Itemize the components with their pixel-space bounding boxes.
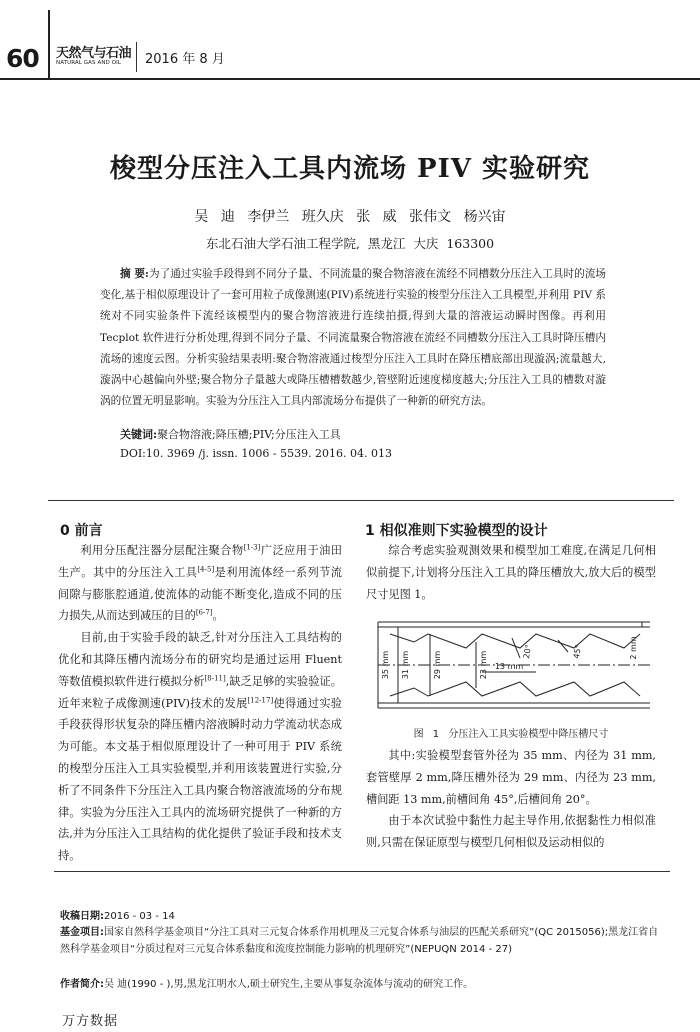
model-body-bottom — [366, 745, 656, 854]
model-paragraph-1: 综合考虑实验观测效果和模型加工难度,在满足几何相似前提下,计划将分压注入工具的降压槽放大,放大后的模型尺寸见图 1。 — [366, 544, 656, 601]
model-body-top — [366, 540, 656, 605]
abstract-text: 为了通过实验手段得到不同分子量、不同流量的聚合物溶液在流经不同槽数分压注入工具时的流场变化,基于相似原理设计了一套可用粒子成像测速(PIV)系统进行实验的梭型分压注入工具模型,并利用 PIV 系统对不同实验条件下流经该模型内的聚合物溶液进行连续拍摄,得到大量的溶液运动瞬时图像。再利用 Tecplot 软件进行分析处理,得到不同分子量、不同流量聚合物溶液在流经不同槽数分压注入工具时降压槽内流场的速度云图。分析实验结果表明:聚合物溶液通过梭型分压注入工具时在降压槽底部出现漩涡;流量越大,漩涡中心越偏向外壁;聚合物分子量越大或降压槽槽数越少,管壁附近速度梯度越大;分压注入工具的槽数对漩涡的位置无明显影响。实验为分压注入工具内部流场分布提供了一种新的研究方法。 — [100, 268, 606, 408]
dim-label-13: 13 mm — [494, 662, 524, 671]
journal-name-cn: 天然气与石油 — [56, 46, 132, 61]
model-paragraph-2: 其中:实验模型套管外径为 35 mm、内径为 31 mm,套管壁厚 2 mm,降压槽外径为 29 mm、内径为 23 mm,槽间距 13 mm,前槽间角 45°,后槽间角 20°。 — [366, 749, 656, 806]
wanfang-watermark: 万方数据 — [62, 1014, 119, 1029]
dim-label-2: 2 mm — [629, 636, 638, 660]
header-separator — [136, 42, 137, 72]
dim-label-31: 31 mm — [401, 650, 410, 680]
figure-groove-dimensions — [372, 612, 654, 718]
keywords — [120, 426, 341, 442]
citation: [12-17] — [247, 695, 274, 704]
page-number: 60 — [6, 44, 39, 73]
footnote-received: 收稿日期:2016 - 03 - 14 — [60, 911, 175, 922]
doi: DOI:10. 3969 /j. issn. 1006 - 5539. 2016. 04. 013 — [120, 447, 393, 460]
intro-paragraph-1: 利用分压配注器分层配注聚合物[1-3]广泛应用于油田生产。其中的分压注入工具[4-5]是利用流体经一系列节流间隙与膨胀腔通道,使流体的动能不断变化,造成不同的压力损失,从而达到减压的目的[6-7]。 — [58, 543, 342, 623]
header-vertical-rule — [48, 10, 50, 78]
figure-caption: 图 1 分压注入工具实验模型中降压槽尺寸 — [413, 729, 609, 740]
angle-label-45: 45° — [571, 643, 584, 660]
angle-label-20: 20° — [521, 643, 534, 660]
affiliation: 东北石油大学石油工程学院, 黑龙江 大庆 163300 — [205, 236, 495, 251]
intro-body — [58, 540, 342, 867]
footnote-fund: 基金项目:国家自然科学基金项目“分注工具对三元复合体系作用机理及三元复合体系与油层的匹配关系研究”(QC 2015056);黑龙江省自然科学基金项目“分质过程对三元复合体系黏度和流度控制能力影响的机理研究”(NEPUQN 2014 - 27) — [60, 927, 659, 955]
citation: [8-11] — [204, 674, 226, 683]
article-title: 梭型分压注入工具内流场 PIV 实验研究 — [110, 154, 590, 184]
groove-profile-bottom — [390, 682, 640, 696]
abstract-label: 摘 要: — [120, 268, 149, 280]
intro-paragraph-2: 目前,由于实验手段的缺乏,针对分压注入工具结构的优化和其降压槽内流场分布的研究均是通过运用 Fluent 等数值模拟软件进行模拟分析[8-11],缺乏足够的实验验证。近年来粒子成像测速(PIV)技术的发展[12-17]使得通过实验手段获得形状复杂的降压槽内溶液瞬时动力学流动状态成为可能。本文基于相似原理设计了一种可用于 PIV 系统的梭型分压注入工具实验模型,并利用该装置进行实验,分析了不同条件下分压注入工具内聚合物溶液流场的分布规律。实验为分压注入工具内的流场研究提供了一种新的方法,并为分压注入工具结构的优化提供了验证手段和技术支持。 — [58, 631, 342, 863]
dim-label-29: 29 mm — [433, 650, 442, 680]
abstract-divider — [48, 500, 674, 501]
header-horizontal-rule — [0, 78, 700, 80]
footnote-author: 作者简介:吴 迪(1990 - ),男,黑龙江明水人,硕士研究生,主要从事复杂流体与流动的研究工作。 — [60, 979, 474, 990]
author-list: 吴 迪 李伊兰 班久庆 张 威 张伟文 杨兴宙 — [194, 209, 506, 225]
section-heading-model: 1 相似准则下实验模型的设计 — [365, 523, 548, 539]
model-paragraph-3: 由于本次试验中黏性力起主导作用,依据黏性力相似准则,只需在保证原型与模型几何相似及运动相似的 — [366, 814, 656, 850]
dim-label-35: 35 mm — [381, 650, 390, 680]
keywords-label: 关键词: — [120, 428, 158, 441]
citation: [6-7] — [195, 608, 213, 617]
angle-line-45 — [558, 640, 568, 652]
dim-label-23: 23 mm — [479, 650, 488, 680]
section-heading-intro: 0 前言 — [60, 523, 103, 539]
issue-date: 2016 年 8 月 — [145, 52, 225, 67]
footnote-divider — [54, 871, 670, 872]
journal-name-en: NATURAL GAS AND OIL — [56, 60, 122, 66]
citation: [1-3] — [243, 543, 261, 552]
abstract — [100, 264, 606, 412]
citation: [4-5] — [197, 565, 215, 574]
keywords-text: 聚合物溶液;降压槽;PIV;分压注入工具 — [157, 428, 341, 441]
